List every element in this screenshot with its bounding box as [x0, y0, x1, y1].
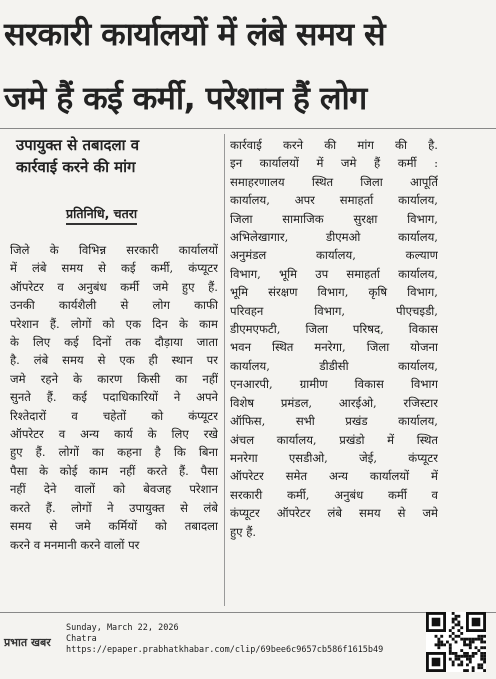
article-line: भूमि संरक्षण विभाग, कृषि विभाग,: [230, 285, 438, 300]
article-line: सुनते हैं. कई पदाधिकारियों ने अपने: [10, 390, 218, 405]
article-line: एनआरपी, ग्रामीण विकास विभाग: [230, 377, 438, 392]
article-line: अभिलेखागार, डीएमओ कार्यालय,: [230, 230, 438, 245]
article-line: जमे रहने के कारण किसी का नहीं: [10, 371, 218, 386]
article-line: पैसा के कोई काम नहीं करते हैं. पैसा: [10, 463, 218, 478]
article-line: के लिए कई दिनों तक दौड़ाया जाता: [10, 335, 218, 350]
article-line: रिश्तेदारों व चहेतों को कंप्यूटर: [10, 408, 218, 423]
article-line: इन कार्यालयों में जमे हैं कर्मी :: [230, 156, 438, 171]
headline-divider: [0, 128, 496, 129]
article-line: ऑपरेटर व अन्य कार्य के लिए रखे: [10, 427, 218, 442]
article-line: जिले के विभिन्न सरकारी कार्यालयों: [10, 243, 218, 257]
article-line: अनुमंडल कार्यालय, कल्याण: [230, 248, 438, 263]
article-line: नहीं देने वालों को बेवजह परेशान: [10, 482, 218, 497]
article-line: कार्यालय, अपर समाहर्ता कार्यालय,: [230, 193, 438, 208]
column-divider: [224, 134, 225, 606]
article-line: ऑपरेटर व अनुबंध कर्मी जमे हुए हैं.: [10, 279, 218, 294]
article-line: कंप्यूटर ऑपरेटर लंबे समय से जमे: [230, 506, 438, 521]
article-line: कार्रवाई करने की मांग की है.: [230, 138, 438, 152]
subheadline-line-2: कार्रवाई करने की मांग: [16, 158, 136, 176]
article-line: भवन स्थित मनरेगा, जिला योजना: [230, 340, 438, 355]
clip-place: Chatra: [66, 634, 97, 644]
qr-code-icon[interactable]: [426, 612, 486, 672]
article-line: हुए हैं.: [230, 524, 257, 539]
article-line: करने व मनमानी करने वालों पर: [10, 537, 140, 552]
clip-metadata: [66, 623, 383, 656]
article-line: जिला सामाजिक सुरक्षा विभाग,: [230, 211, 438, 226]
article-line: करते हैं. लोगों ने उपायुक्त से लंबे: [10, 500, 218, 515]
article-line: परेशान हैं. लोगों को एक दिन के काम: [10, 316, 218, 331]
article-line: समाहरणालय स्थित जिला आपूर्ति: [230, 174, 438, 189]
clip-date: Sunday, March 22, 2026: [66, 623, 179, 633]
clip-url[interactable]: https://epaper.prabhatkhabar.com/clip/69bee6c9657cb586f1615b49: [66, 645, 384, 655]
article-line: ऑफिस, सभी प्रखंड कार्यालय,: [230, 414, 438, 429]
byline: प्रतिनिधि, चतरा: [66, 205, 137, 225]
subheadline-line-1: उपायुक्त से तबादला व: [16, 136, 140, 154]
headline-line-2: जमे हैं कई कर्मी, परेशान हैं लोग: [4, 79, 367, 117]
article-line: हुए हैं. लोगों का कहना है कि बिना: [10, 445, 218, 460]
publication-logo: प्रभात खबर: [4, 636, 51, 649]
article-line: मनरेगा एसडीओ, जेई, कंप्यूटर: [230, 450, 438, 465]
article-line: समय से जमे कर्मियों को तबादला: [10, 519, 218, 534]
article-line: डीएमएफटी, जिला परिषद, विकास: [230, 322, 438, 337]
article-line: में लंबे समय से कई कर्मी, कंप्यूटर: [10, 261, 218, 276]
article-right-column: [230, 136, 438, 541]
article-left-column: [10, 241, 218, 554]
article-line: अंचल कार्यालय, प्रखंडो में स्थित: [230, 432, 438, 447]
headline-line-1: सरकारी कार्यालयों में लंबे समय से: [4, 15, 385, 53]
article-line: विशेष प्रमंडल, आरईओ, रजिस्टार: [230, 395, 438, 410]
article-line: कार्यालय, डीडीसी कार्यालय,: [230, 358, 438, 373]
article-line: परिवहन विभाग, पीएचइडी,: [230, 303, 438, 318]
article-line: है. लंबे समय से एक ही स्थान पर: [10, 353, 218, 368]
article-line: उनकी कार्यशैली से लोग काफी: [10, 298, 218, 313]
article-line: सरकारी कर्मी, अनुबंध कर्मी व: [230, 487, 438, 502]
footer-divider: [0, 612, 496, 613]
article-line: विभाग, भूमि उप समाहर्ता कार्यालय,: [230, 266, 438, 281]
article-line: ऑपरेटर समेत अन्य कार्यालयों में: [230, 469, 438, 484]
